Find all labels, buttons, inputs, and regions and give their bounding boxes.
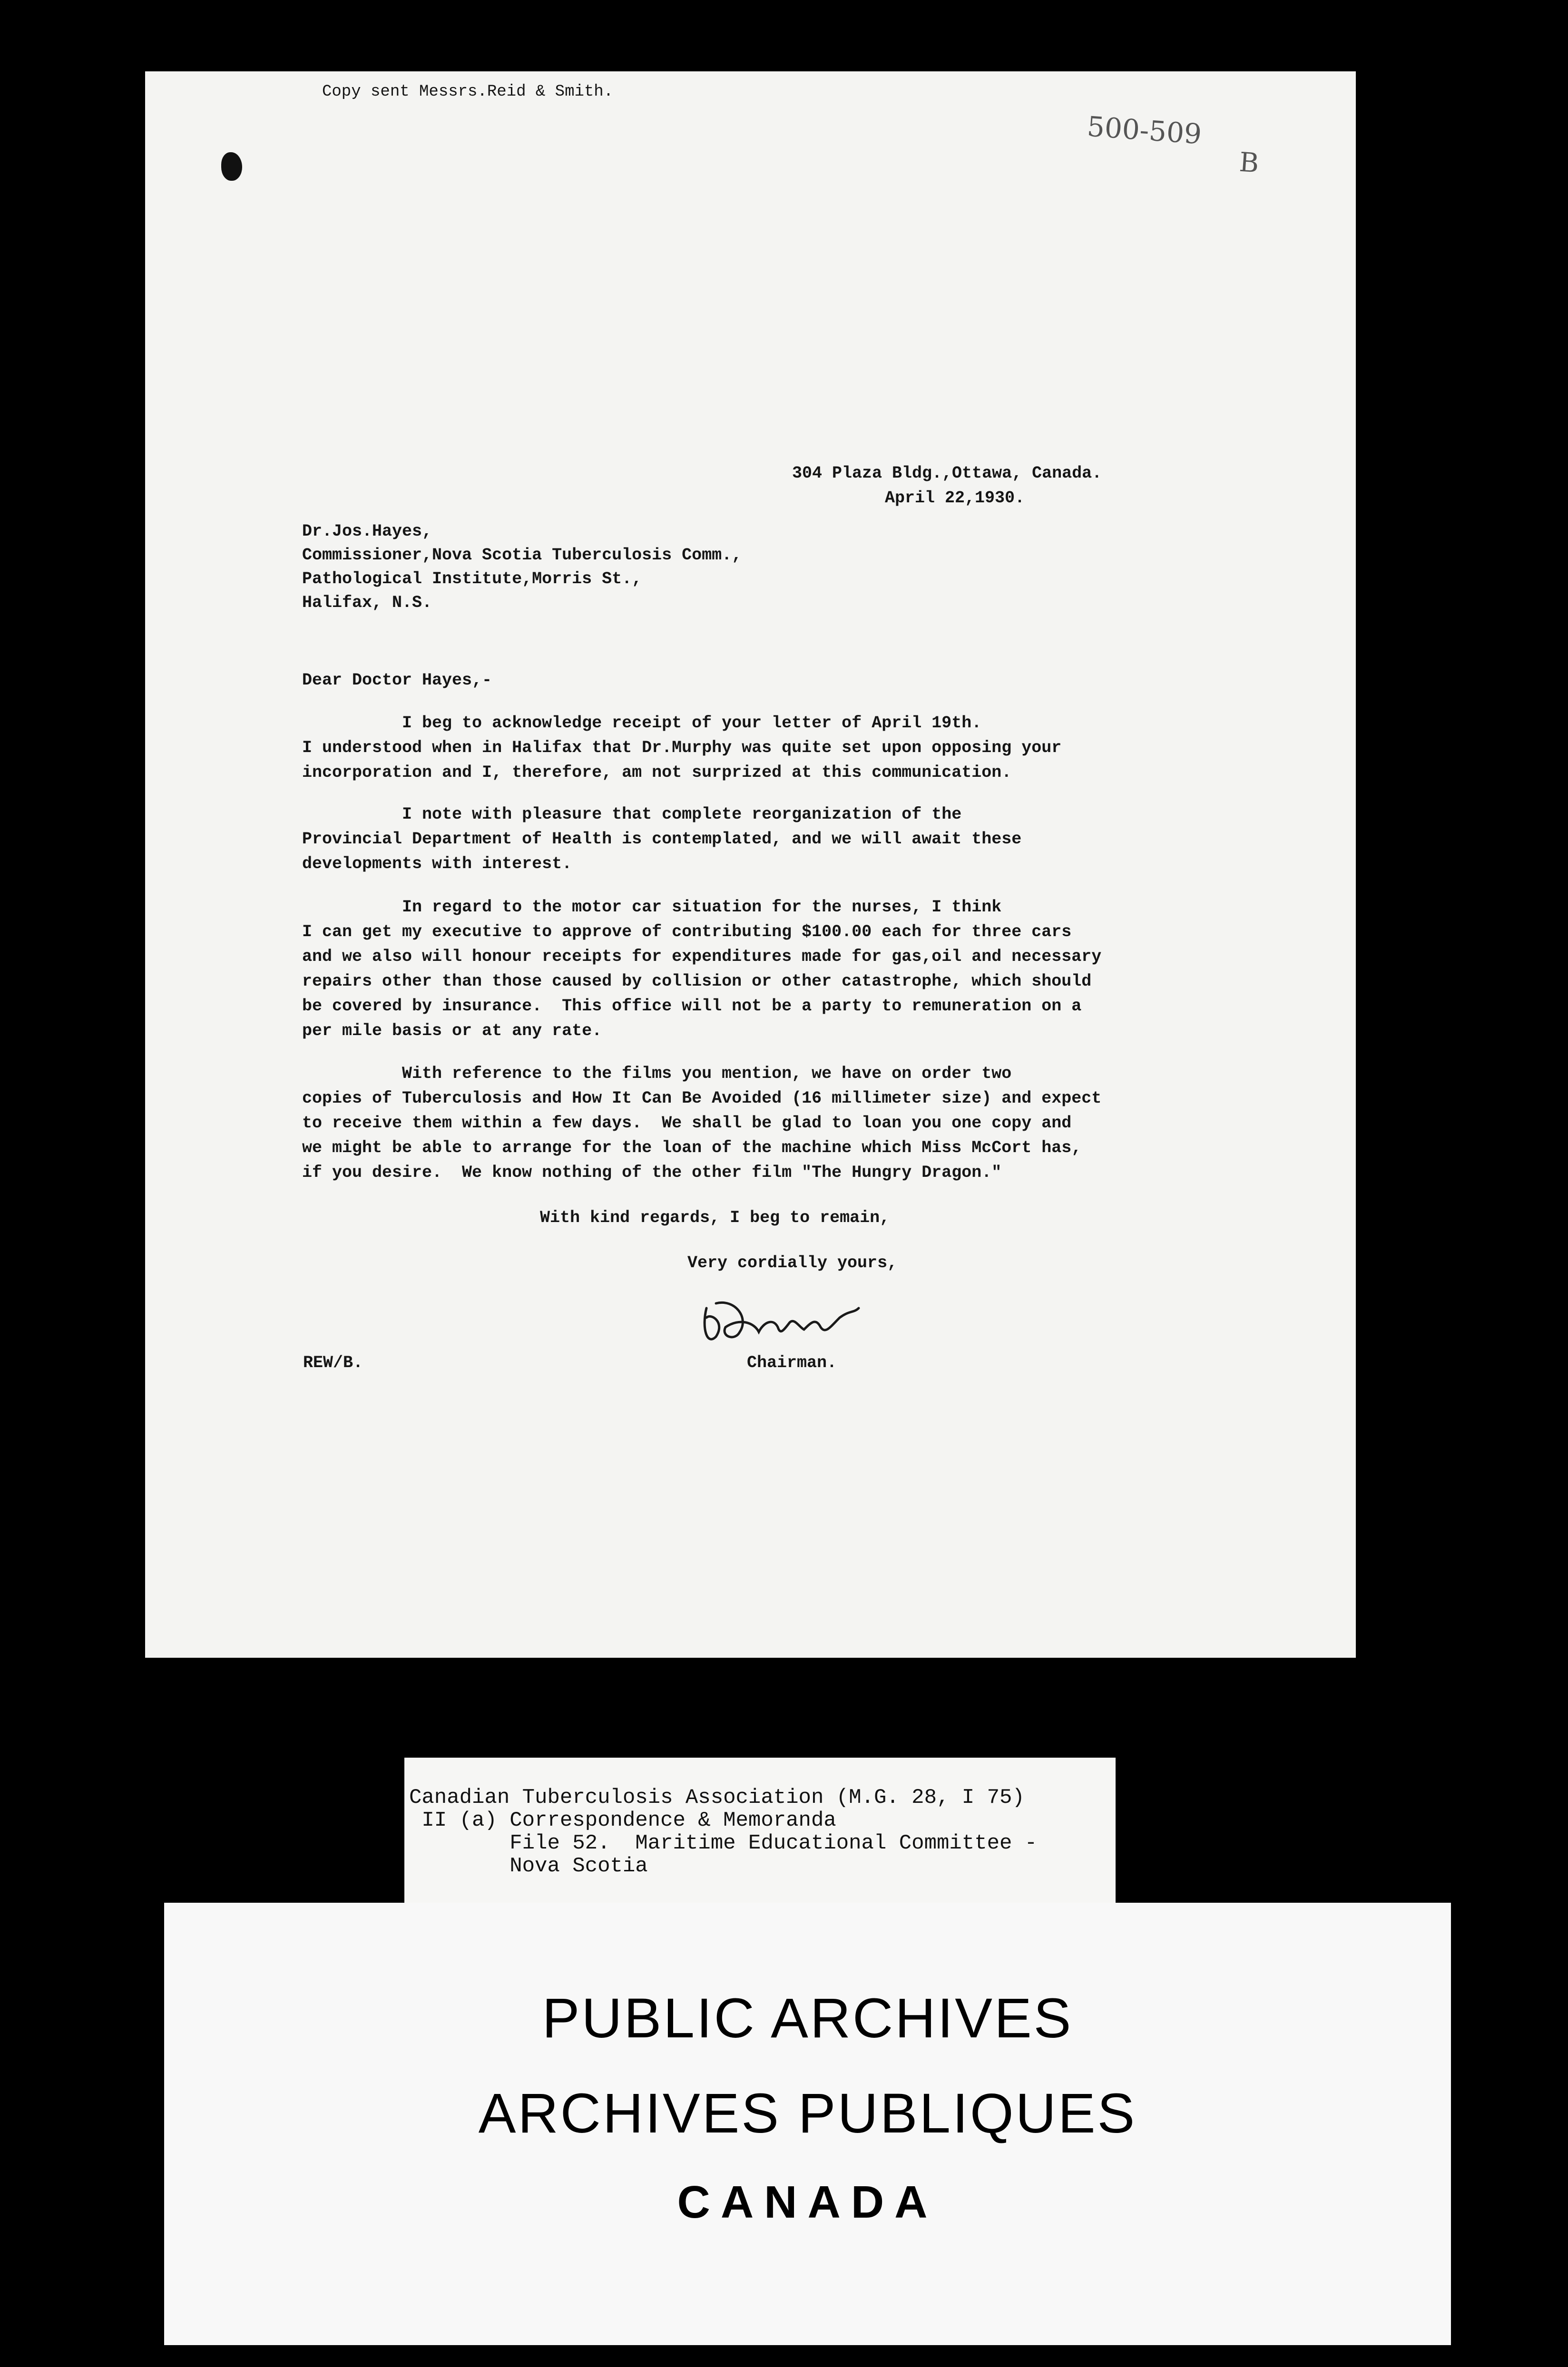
body-line: be covered by insurance. This office will not be a party to remuneration on a [302,997,1082,1016]
body-line: I beg to acknowledge receipt of your letter of April 19th. [302,714,982,733]
body-line: Provincial Department of Health is contemplated, and we will await these [302,830,1022,849]
body-line: copies of Tuberculosis and How It Can Be Avoided (16 millimeter size) and expect [302,1089,1102,1108]
file-mark: 500-509 [1086,110,1203,151]
closing: Very cordially yours, [687,1253,898,1272]
body-line: repairs other than those caused by collision or other catastrophe, which should [302,972,1092,991]
body-line: I understood when in Halifax that Dr.Murphy was quite set upon opposing your [302,738,1062,757]
signature-scribble [697,1289,921,1356]
reference-line: Nova Scotia [409,1854,648,1878]
recipient-line: Dr.Jos.Hayes, [302,522,432,541]
body-line: and we also will honour receipts for expenditures made for gas,oil and necessary [302,947,1102,966]
file-mark-suffix: B [1238,147,1260,179]
archive-title-fr: ARCHIVES PUBLIQUES [478,2082,1137,2145]
archive-title-en: PUBLIC ARCHIVES [542,1987,1073,2050]
letter-page [145,71,1356,1658]
recipient-line: Pathological Institute,Morris St., [302,569,642,588]
body-line: we might be able to arrange for the loan of the machine which Miss McCort has, [302,1138,1082,1157]
recipient-line: Halifax, N.S. [302,593,432,612]
salutation: Dear Doctor Hayes,- [302,671,492,690]
reference-line: File 52. Maritime Educational Committee - [409,1831,1038,1855]
signer-title: Chairman. [747,1353,837,1372]
body-line: developments with interest. [302,854,572,873]
typist-initials: REW/B. [303,1353,363,1372]
public-archives-card [164,1903,1451,2345]
body-line: I note with pleasure that complete reorganization of the [302,805,962,824]
body-line: per mile basis or at any rate. [302,1021,602,1040]
archive-reference-label [404,1758,1116,1905]
reference-line: II (a) Correspondence & Memoranda [409,1809,836,1832]
body-line: if you desire. We know nothing of the other film "The Hungry Dragon." [302,1163,1002,1182]
body-line: With reference to the films you mention, we have on order two [302,1064,1012,1083]
archive-country: CANADA [677,2177,938,2228]
body-line: In regard to the motor car situation for the nurses, I think [302,898,1002,917]
recipient-line: Commissioner,Nova Scotia Tuberculosis Comm., [302,546,742,565]
regards: With kind regards, I beg to remain, [540,1208,890,1227]
letter-date: April 22,1930. [885,489,1025,508]
ink-blot [221,152,242,181]
reference-line: Canadian Tuberculosis Association (M.G. 28, I 75) [409,1786,1025,1809]
body-line: I can get my executive to approve of contributing $100.00 each for three cars [302,922,1072,941]
signature [697,1289,921,1356]
body-line: to receive them within a few days. We shall be glad to loan you one copy and [302,1114,1072,1133]
copy-note: Copy sent Messrs.Reid & Smith. [322,83,614,101]
sender-address: 304 Plaza Bldg.,Ottawa, Canada. [792,464,1102,483]
body-line: incorporation and I, therefore, am not surprized at this communication. [302,763,1012,782]
